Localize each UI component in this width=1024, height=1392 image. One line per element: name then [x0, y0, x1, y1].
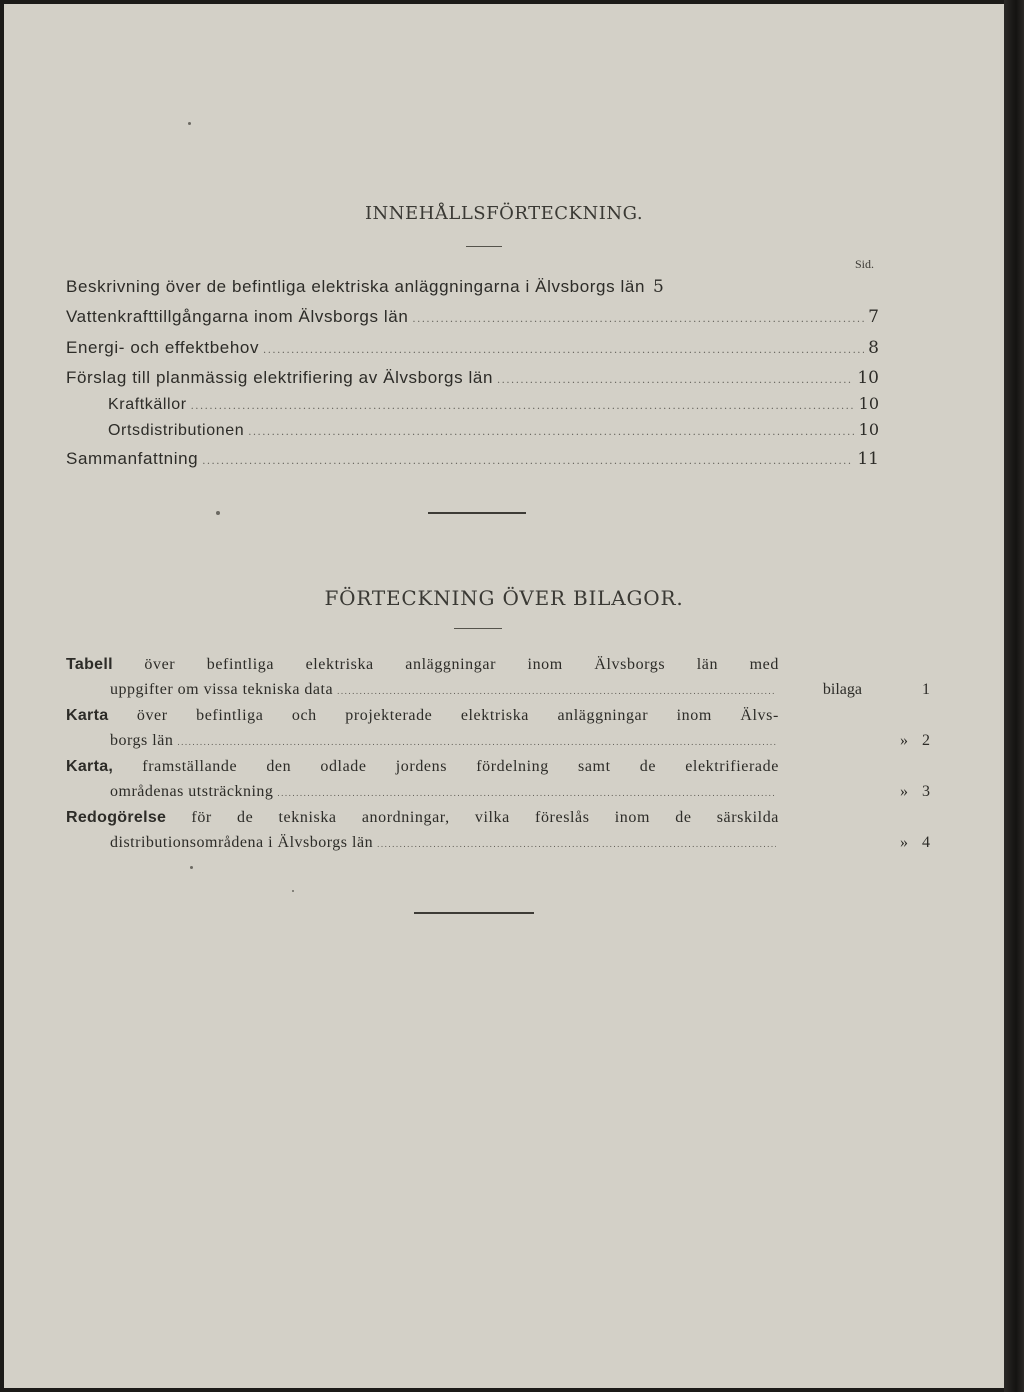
appendix-item-second-line — [110, 732, 780, 750]
appendix-item — [66, 707, 930, 757]
word: samt — [578, 758, 611, 775]
toc-entry-page: 11 — [857, 449, 879, 469]
word: de — [675, 809, 692, 826]
toc-entry-page: 10 — [858, 420, 879, 439]
leader-dots — [263, 346, 864, 356]
appendix-item — [66, 656, 930, 706]
appendix-ref-label: » — [900, 834, 908, 851]
appendix-ref-number: 2 — [922, 732, 930, 749]
appendix-item-lead: Karta, — [66, 758, 114, 775]
appendix-ref-label: » — [900, 783, 908, 800]
word: för — [191, 809, 212, 826]
word: de — [639, 758, 657, 775]
leader-dots — [177, 738, 776, 747]
word: elektriska — [305, 656, 374, 673]
toc-entry — [66, 449, 879, 469]
appendix-item-second-line — [110, 783, 780, 801]
toc-subentry — [108, 420, 879, 440]
appendix-item-lead: Tabell — [66, 656, 113, 673]
toc-entry-text: Beskrivning över de befintliga elektriska anläggningarna i Älvsborgs län — [66, 277, 646, 296]
word: inom — [676, 707, 712, 724]
book-spine-edge — [1004, 0, 1024, 1392]
word: län — [696, 656, 719, 673]
leader-dots — [191, 402, 855, 412]
word: projekterade — [345, 707, 433, 724]
toc-entry — [66, 307, 879, 327]
appendix-item-continuation: distributionsområdena i Älvsborgs län — [110, 834, 374, 851]
toc-entry-text: Kraftkällor — [108, 396, 187, 413]
word: den — [266, 758, 292, 775]
word: med — [749, 656, 779, 673]
word: befintliga — [196, 707, 264, 724]
word: jordens — [395, 758, 448, 775]
word: elektrifierade — [685, 758, 779, 775]
word: över — [144, 656, 176, 673]
leader-dots — [377, 840, 776, 849]
word: anordningar, — [361, 809, 450, 826]
paper-speck — [216, 511, 220, 515]
toc-entry-page: 10 — [857, 368, 879, 388]
appendix-title-rule — [454, 628, 502, 629]
word: odlade — [320, 758, 367, 775]
word: de — [237, 809, 254, 826]
document-page — [4, 4, 1004, 1388]
toc-entry-page: 5 — [653, 277, 664, 297]
toc-entry-text: Förslag till planmässig elektrifiering av Älvsborgs län — [66, 368, 493, 387]
paper-speck — [188, 122, 191, 125]
appendix-item-first-line — [66, 809, 779, 827]
paper-speck — [190, 866, 193, 869]
appendix-ref-number: 4 — [922, 834, 930, 851]
word: inom — [614, 809, 651, 826]
leader-dots — [277, 789, 776, 798]
word: fördelning — [476, 758, 549, 775]
word: särskilda — [716, 809, 779, 826]
appendix-ref-label: bilaga — [822, 681, 862, 698]
toc-entry-text: Vattenkrafttillgångarna inom Älvsborgs län — [66, 307, 409, 326]
toc-entry-text: Energi- och effektbehov — [66, 338, 260, 357]
word: och — [291, 707, 317, 724]
word: över — [136, 707, 168, 724]
appendix-item-continuation: uppgifter om vissa tekniska data — [110, 681, 334, 698]
toc-entry — [66, 277, 879, 297]
leader-dots — [248, 428, 854, 438]
leader-dots — [412, 315, 864, 325]
appendix-item — [66, 758, 930, 808]
appendix-item-lead: Karta — [66, 707, 109, 724]
leader-dots — [497, 376, 853, 386]
end-divider — [414, 912, 534, 914]
toc-entry-page: 8 — [868, 338, 879, 358]
toc-entry-page: 7 — [868, 307, 879, 327]
word: anläggningar — [405, 656, 497, 673]
word: framställande — [142, 758, 238, 775]
word: tekniska — [278, 809, 337, 826]
appendix-item-second-line — [110, 681, 780, 699]
word: Älvsborgs — [594, 656, 666, 673]
word: Älvs- — [740, 707, 779, 724]
appendix-item-continuation: områdenas utsträckning — [110, 783, 274, 800]
appendix-item — [66, 809, 930, 859]
appendix-ref-number: 3 — [922, 783, 930, 800]
toc-entry-text: Ortsdistributionen — [108, 422, 245, 439]
word: elektriska — [460, 707, 530, 724]
toc-entry — [66, 338, 879, 358]
word: anläggningar — [557, 707, 649, 724]
leader-dots — [337, 687, 776, 696]
appendix-item-second-line — [110, 834, 780, 852]
toc-entry — [66, 368, 879, 388]
word: föreslås — [535, 809, 590, 826]
appendix-ref-label: » — [900, 732, 908, 749]
toc-title: INNEHÅLLSFÖRTECKNING. — [364, 203, 644, 224]
appendix-item-first-line — [66, 707, 779, 725]
toc-entry-text: Sammanfattning — [66, 449, 199, 468]
appendix-title: FÖRTECKNING ÖVER BILAGOR. — [324, 586, 684, 610]
toc-entry-page: 10 — [858, 394, 879, 413]
appendix-item-lead: Redogörelse — [66, 809, 167, 826]
page-column-label: Sid. — [855, 257, 875, 271]
title-rule — [466, 246, 502, 247]
section-divider — [428, 512, 526, 514]
appendix-item-first-line — [66, 656, 779, 674]
word: inom — [527, 656, 563, 673]
appendix-item-continuation: borgs län — [110, 732, 174, 749]
appendix-ref-number: 1 — [922, 681, 930, 698]
leader-dots — [202, 457, 853, 467]
word: befintliga — [206, 656, 275, 673]
word: vilka — [474, 809, 510, 826]
toc-subentry — [108, 394, 879, 414]
appendix-item-first-line — [66, 758, 779, 776]
paper-speck — [292, 890, 294, 892]
